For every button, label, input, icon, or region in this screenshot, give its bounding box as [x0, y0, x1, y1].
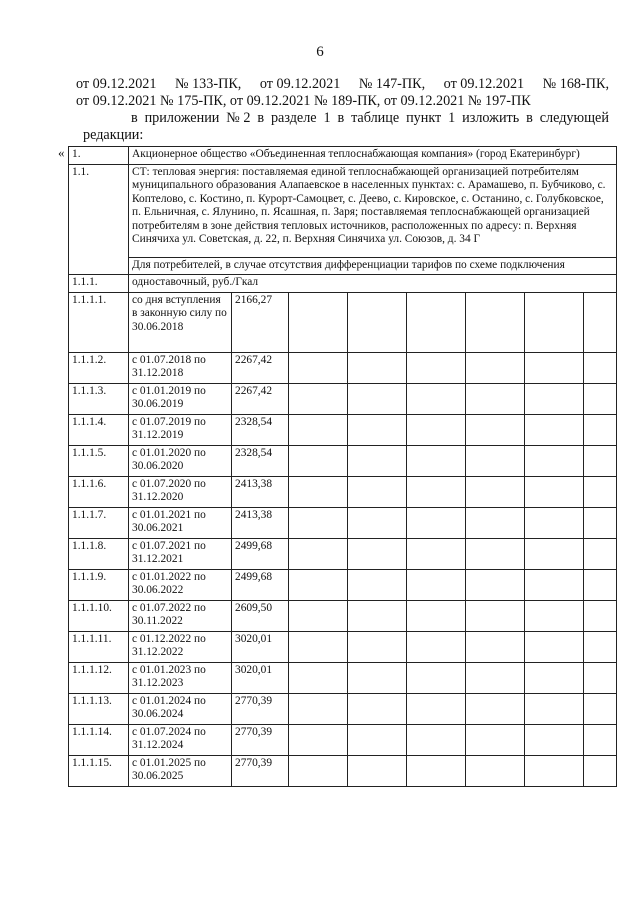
empty-cell: [525, 755, 584, 786]
opening-quote: «: [58, 145, 65, 160]
intro-word: от 09.12.2021: [443, 76, 525, 92]
period-cell: с 01.01.2025 по 30.06.2025: [129, 755, 232, 786]
empty-cell: [289, 569, 348, 600]
empty-cell: [584, 538, 617, 569]
period-cell: с 01.01.2024 по 30.06.2024: [129, 693, 232, 724]
empty-cell: [407, 352, 466, 383]
empty-cell: [348, 292, 407, 352]
empty-cell: [407, 693, 466, 724]
empty-cell: [289, 383, 348, 414]
empty-cell: [466, 600, 525, 631]
empty-cell: [348, 445, 407, 476]
row-number: 1.1.1.8.: [69, 538, 129, 569]
period-cell: с 01.01.2020 по 30.06.2020: [129, 445, 232, 476]
empty-cell: [584, 662, 617, 693]
empty-cell: [407, 476, 466, 507]
empty-cell: [289, 631, 348, 662]
empty-cell: [584, 724, 617, 755]
tariff-period-row: [69, 507, 617, 538]
empty-cell: [348, 631, 407, 662]
empty-cell: [466, 476, 525, 507]
intro-word: в: [131, 110, 138, 126]
empty-cell: [466, 507, 525, 538]
empty-cell: [466, 292, 525, 352]
row-number: 1.1.1.3.: [69, 383, 129, 414]
empty-cell: [466, 662, 525, 693]
intro-word: изложить: [462, 110, 520, 126]
empty-cell: [466, 755, 525, 786]
empty-cell: [289, 445, 348, 476]
row-number: 1.1.1.14.: [69, 724, 129, 755]
intro-line-1: [76, 76, 609, 93]
empty-cell: [289, 538, 348, 569]
period-cell: с 01.07.2020 по 31.12.2020: [129, 476, 232, 507]
intro-paragraph: [76, 76, 609, 144]
tariff-period-row: [69, 292, 617, 352]
empty-cell: [584, 383, 617, 414]
row-number: 1.1.1.10.: [69, 600, 129, 631]
tariff-value: 2166,27: [232, 292, 289, 352]
tariff-period-row: [69, 631, 617, 662]
tariff-value: 2267,42: [232, 352, 289, 383]
intro-word: от 09.12.2021: [76, 76, 157, 92]
empty-cell: [348, 352, 407, 383]
empty-cell: [407, 538, 466, 569]
tariff-period-row: [69, 693, 617, 724]
page-number: 6: [316, 44, 324, 60]
empty-cell: [584, 507, 617, 538]
empty-cell: [525, 507, 584, 538]
tariff-value: 2499,68: [232, 569, 289, 600]
period-cell: с 01.07.2024 по 31.12.2024: [129, 724, 232, 755]
empty-cell: [525, 693, 584, 724]
empty-cell: [289, 662, 348, 693]
tariff-period-row: [69, 755, 617, 786]
consumers-row: [69, 257, 617, 275]
empty-cell: [525, 631, 584, 662]
tariff-table: [68, 146, 617, 787]
intro-word: приложении: [144, 110, 220, 126]
period-cell: с 01.01.2023 по 31.12.2023: [129, 662, 232, 693]
empty-cell: [289, 414, 348, 445]
row-number: 1.1.1.12.: [69, 662, 129, 693]
empty-cell: [407, 569, 466, 600]
tariff-period-row: [69, 352, 617, 383]
period-cell: с 01.07.2021 по 31.12.2021: [129, 538, 232, 569]
empty-cell: [466, 724, 525, 755]
period-cell: с 01.01.2021 по 30.06.2021: [129, 507, 232, 538]
tariff-value: 2770,39: [232, 724, 289, 755]
empty-cell: [584, 445, 617, 476]
rate-type: одноставочный, руб./Гкал: [129, 275, 617, 293]
empty-cell: [525, 383, 584, 414]
period-cell: с 01.07.2022 по 30.11.2022: [129, 600, 232, 631]
tariff-value: 2499,68: [232, 538, 289, 569]
empty-cell: [525, 476, 584, 507]
intro-word: № 168-ПК,: [542, 76, 609, 92]
empty-cell: [525, 724, 584, 755]
empty-cell: [407, 445, 466, 476]
tariff-period-row: [69, 383, 617, 414]
empty-cell: [584, 352, 617, 383]
period-cell: с 01.01.2022 по 30.06.2022: [129, 569, 232, 600]
tariff-value: 2413,38: [232, 476, 289, 507]
intro-word: следующей: [539, 110, 609, 126]
empty-cell: [466, 631, 525, 662]
empty-cell: [466, 414, 525, 445]
empty-cell: [584, 292, 617, 352]
intro-word: пункт: [406, 110, 442, 126]
tariff-value: 2609,50: [232, 600, 289, 631]
row-number: 1.1.1.15.: [69, 755, 129, 786]
tariff-period-row: [69, 724, 617, 755]
empty-cell: [466, 693, 525, 724]
empty-cell: [407, 292, 466, 352]
row-number: 1.1.1.: [69, 275, 129, 293]
empty-cell: [584, 476, 617, 507]
empty-cell: [525, 538, 584, 569]
empty-cell: [348, 507, 407, 538]
row-number: 1.1.1.6.: [69, 476, 129, 507]
empty-cell: [348, 600, 407, 631]
service-row: [69, 164, 617, 257]
intro-line-4: редакции:: [83, 127, 144, 143]
intro-word: таблице: [351, 110, 400, 126]
empty-cell: [348, 569, 407, 600]
intro-word: 1: [448, 110, 456, 126]
empty-cell: [407, 507, 466, 538]
empty-cell: [348, 383, 407, 414]
empty-cell: [407, 414, 466, 445]
tariff-value: 2267,42: [232, 383, 289, 414]
row-number: 1.: [69, 147, 129, 165]
intro-line-2: от 09.12.2021 № 175-ПК, от 09.12.2021 № 189-ПК, от 09.12.2021 № 197-ПК: [76, 93, 531, 109]
empty-cell: [525, 352, 584, 383]
empty-cell: [466, 445, 525, 476]
empty-cell: [289, 292, 348, 352]
row-number: 1.1.1.7.: [69, 507, 129, 538]
empty-cell: [289, 724, 348, 755]
rate-row: [69, 275, 617, 293]
intro-word: № 2: [226, 110, 251, 126]
intro-word: 1: [323, 110, 331, 126]
intro-word: разделе: [270, 110, 317, 126]
empty-cell: [289, 476, 348, 507]
intro-word: в: [257, 110, 265, 126]
row-number: 1.1.1.2.: [69, 352, 129, 383]
org-row: [69, 147, 617, 165]
tariff-period-row: [69, 414, 617, 445]
tariff-value: 3020,01: [232, 631, 289, 662]
empty-cell: [466, 569, 525, 600]
empty-cell: [525, 445, 584, 476]
period-cell: с 01.01.2019 по 30.06.2019: [129, 383, 232, 414]
empty-cell: [348, 414, 407, 445]
tariff-value: 2770,39: [232, 693, 289, 724]
empty-cell: [466, 383, 525, 414]
row-number: 1.1.1.1.: [69, 292, 129, 352]
row-number: 1.1.1.5.: [69, 445, 129, 476]
tariff-value: 2328,54: [232, 445, 289, 476]
tariff-period-row: [69, 476, 617, 507]
service-description: СТ: тепловая энергия: поставляемая единой теплоснабжающей организацией потребителям муниципального образования Алапаевское в населенных пунктах: с. Арамашево, п. Бубчиково, с. Коптелово, с. Костино, п. Курорт-Самоцвет, с. Деево, с. Кировское, с. Останино, с. Голубковское, п. Ельничная, с. Ялунино, п. Ясашная, п. Заря; поставляемая теплоснабжающей организацией потребителям в зоне действия тепловых источников, расположенных по адресу: п. Верхняя Синячиха ул. Советская, д. 22, п. Верхняя Синячиха ул. Союзов, д. 34 Г: [129, 164, 617, 257]
intro-word: № 133-ПК,: [174, 76, 242, 92]
empty-cell: [584, 414, 617, 445]
org-name: Акционерное общество «Объединенная теплоснабжающая компания» (город Екатеринбург): [129, 147, 617, 165]
tariff-value: 2770,39: [232, 755, 289, 786]
empty-cell: [584, 755, 617, 786]
intro-line-3: [76, 110, 609, 127]
row-number: 1.1.1.13.: [69, 693, 129, 724]
tariff-period-row: [69, 662, 617, 693]
empty-cell: [525, 292, 584, 352]
empty-cell: [584, 600, 617, 631]
empty-cell: [348, 693, 407, 724]
empty-cell: [407, 724, 466, 755]
row-number: 1.1.: [69, 164, 129, 275]
row-number: 1.1.1.9.: [69, 569, 129, 600]
empty-cell: [348, 538, 407, 569]
period-cell: с 01.12.2022 по 31.12.2022: [129, 631, 232, 662]
empty-cell: [584, 631, 617, 662]
empty-cell: [348, 724, 407, 755]
tariff-value: 3020,01: [232, 662, 289, 693]
empty-cell: [289, 352, 348, 383]
empty-cell: [289, 600, 348, 631]
consumers-description: Для потребителей, в случае отсутствия дифференциации тарифов по схеме подключения: [129, 257, 617, 275]
row-number: 1.1.1.11.: [69, 631, 129, 662]
empty-cell: [466, 538, 525, 569]
period-cell: с 01.07.2019 по 31.12.2019: [129, 414, 232, 445]
tariff-period-row: [69, 445, 617, 476]
empty-cell: [348, 476, 407, 507]
empty-cell: [348, 755, 407, 786]
empty-cell: [584, 693, 617, 724]
empty-cell: [525, 662, 584, 693]
empty-cell: [466, 352, 525, 383]
row-number: 1.1.1.4.: [69, 414, 129, 445]
intro-word: № 147-ПК,: [358, 76, 426, 92]
tariff-value: 2328,54: [232, 414, 289, 445]
period-cell: с 01.07.2018 по 31.12.2018: [129, 352, 232, 383]
empty-cell: [525, 600, 584, 631]
empty-cell: [407, 600, 466, 631]
empty-cell: [407, 631, 466, 662]
empty-cell: [289, 693, 348, 724]
intro-word: в: [337, 110, 345, 126]
empty-cell: [407, 662, 466, 693]
intro-word: в: [526, 110, 533, 126]
empty-cell: [289, 755, 348, 786]
period-cell: со дня вступления в законную силу по 30.06.2018: [129, 292, 232, 352]
tariff-period-row: [69, 538, 617, 569]
empty-cell: [525, 414, 584, 445]
tariff-value: 2413,38: [232, 507, 289, 538]
empty-cell: [348, 662, 407, 693]
empty-cell: [525, 569, 584, 600]
empty-cell: [289, 507, 348, 538]
tariff-period-row: [69, 569, 617, 600]
intro-word: от 09.12.2021: [259, 76, 341, 92]
empty-cell: [407, 755, 466, 786]
tariff-period-row: [69, 600, 617, 631]
empty-cell: [584, 569, 617, 600]
empty-cell: [407, 383, 466, 414]
